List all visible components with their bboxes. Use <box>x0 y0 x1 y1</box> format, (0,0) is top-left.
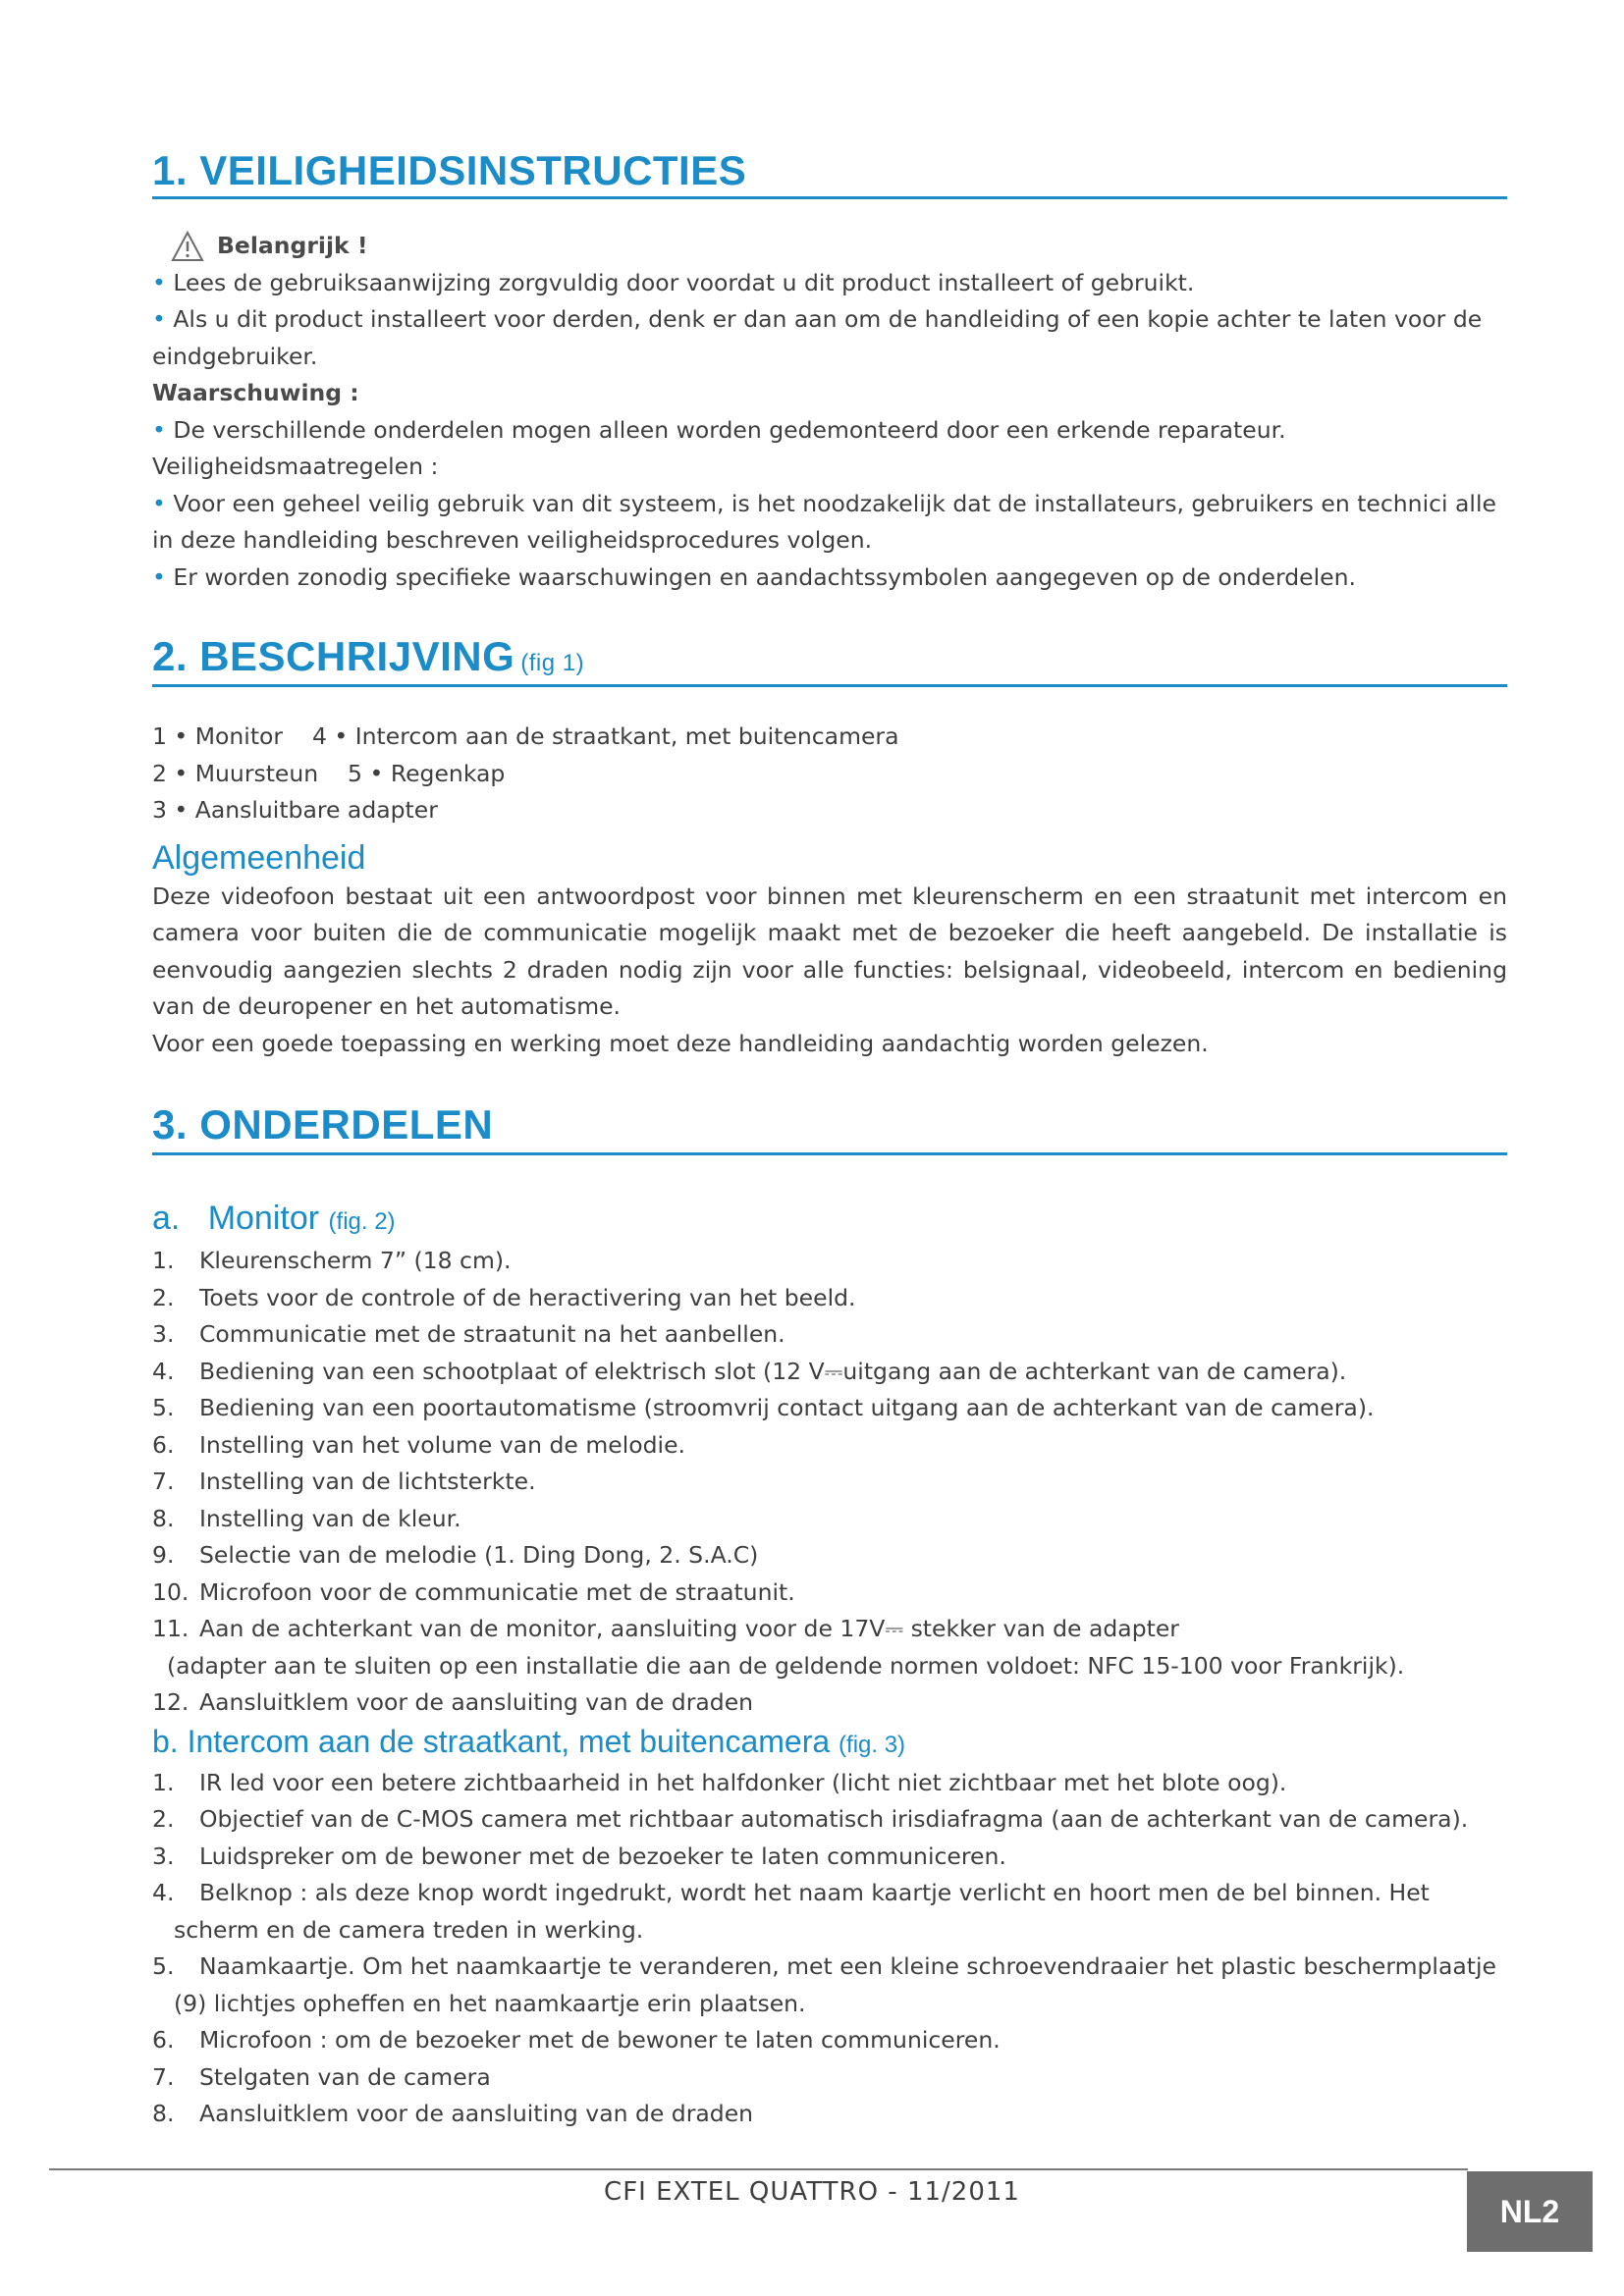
warning-item: • De verschillende onderdelen mogen alleen worden gedemonteerd door een erkende reparateur. <box>152 415 1286 444</box>
section-title-description: 2. BESCHRIJVING (fig 1) <box>152 633 585 679</box>
description-line: 2 • Muursteun 5 • Regenkap <box>152 759 506 787</box>
footer-title: CFI EXTEL QUATTRO - 11/2011 <box>604 2177 1020 2207</box>
section-components <box>152 1101 1507 1148</box>
monitor-item: 6. Instelling van het volume van de melodie. <box>152 1430 685 1459</box>
monitor-item: 12. Aansluitklem voor de aansluiting van de draden <box>152 1688 754 1716</box>
description-line: 1 • Monitor 4 • Intercom aan de straatkant, met buitencamera <box>152 722 899 750</box>
page-number-badge: NL2 <box>1467 2171 1593 2252</box>
monitor-item: 11. Aan de achterkant van de monitor, aansluiting voor de 17V⎓ stekker van de adapter <box>152 1615 1179 1642</box>
warning-label: Waarschuwing : <box>152 379 359 406</box>
important-item: • Lees de gebruiksaanwijzing zorgvuldig door voordat u dit product installeert of gebruikt. <box>152 268 1195 296</box>
intercom-item-continuation: (9) lichtjes opheffen en het naamkaartje erin plaatsen. <box>174 1989 806 2017</box>
general-heading: Algemeenheid <box>152 838 366 877</box>
general-paragraph: Deze videofoon bestaat uit een antwoordpost voor binnen met kleurenscherm en een straatunit met intercom en camera voor buiten die de communicatie mogelijk maakt met de bezoeker die heeft aangebeld. De installatie is eenvoudig aangezien slechts 2 draden nodig zijn voor alle functies: belsignaal, videobeeld, intercom en bediening van de deuropener en het automatisme. <box>152 881 1507 1020</box>
monitor-heading: a. Monitor (fig. 2) <box>152 1200 396 1237</box>
monitor-item: 10. Microfoon voor de communicatie met de straatunit. <box>152 1577 795 1606</box>
section-rule <box>152 196 1507 199</box>
monitor-item: 5. Bediening van een poortautomatisme (stroomvrij contact uitgang aan de achterkant van de camera). <box>152 1394 1375 1421</box>
intercom-list <box>152 1765 1507 1912</box>
monitor-item: 3. Communicatie met de straatunit na het aanbellen. <box>152 1320 785 1348</box>
section-safety-body <box>152 228 1507 596</box>
intercom-item: 1. IR led voor een betere zichtbaarheid in het halfdonker (licht niet zichtbaar met het blote oog). <box>152 1768 1287 1796</box>
monitor-item: 7. Instelling van de lichtsterkte. <box>152 1468 536 1495</box>
description-line: 3 • Aansluitbare adapter <box>152 796 438 824</box>
monitor-item: 4. Bediening van een schootplaat of elektrisch slot (12 V⎓uitgang aan de achterkant van de camera). <box>152 1357 1347 1385</box>
intercom-heading: b. Intercom aan de straatkant, met buitencamera (fig. 3) <box>152 1723 906 1759</box>
figure-reference: (fig 1) <box>520 650 585 676</box>
safety-item: • Voor een geheel veilig gebruik van dit systeem, is het noodzakelijk dat de installateurs, gebruikers en technici alle in deze handleiding beschreven veiligheidsprocedures volgen. <box>152 489 1496 554</box>
section-description-body <box>152 719 1507 1062</box>
intercom-item: 5. Naamkaartje. Om het naamkaartje te veranderen, met een kleine schroevendraaier het plastic beschermplaatje <box>152 1952 1496 1980</box>
figure-reference: (fig. 3) <box>839 1731 906 1758</box>
section-rule <box>152 1152 1507 1155</box>
intercom-item: 8. Aansluitklem voor de aansluiting van de draden <box>152 2100 754 2127</box>
section-title-components: 3. ONDERDELEN <box>152 1101 494 1148</box>
monitor-item-continuation: (adapter aan te sluiten op een installatie die aan de geldende normen voldoet: NFC 15-100 voor Frankrijk). <box>167 1651 1405 1680</box>
section-rule <box>152 684 1507 687</box>
safety-label: Veiligheidsmaatregelen : <box>152 453 439 480</box>
section-title-safety: 1. VEILIGHEIDSINSTRUCTIES <box>152 147 747 193</box>
section-safety <box>152 147 1507 194</box>
important-item: • Als u dit product installeert voor derden, denk er dan aan om de handleiding of een kopie achter te laten voor de eindgebruiker. <box>152 305 1483 370</box>
intercom-item-continuation: scherm en de camera treden in werking. <box>174 1915 644 1944</box>
intercom-item: 3. Luidspreker om de bewoner met de bezoeker te laten communiceren. <box>152 1842 1006 1870</box>
important-heading <box>152 228 1507 265</box>
monitor-item: 2. Toets voor de controle of de heractivering van het beeld. <box>152 1283 856 1311</box>
intercom-item: 7. Stelgaten van de camera <box>152 2062 491 2091</box>
warning-triangle-icon <box>170 230 205 263</box>
figure-reference: (fig. 2) <box>328 1208 396 1235</box>
intercom-item: 4. Belknop : als deze knop wordt ingedrukt, wordt het naam kaartje verlicht en hoort men de bel binnen. Het <box>152 1879 1430 1906</box>
monitor-item: 1. Kleurenscherm 7” (18 cm). <box>152 1247 512 1274</box>
section-description <box>152 633 1507 687</box>
monitor-item: 9. Selectie van de melodie (1. Ding Dong, 2. S.A.C) <box>152 1541 759 1569</box>
general-paragraph-2: Voor een goede toepassing en werking moet deze handleiding aandachtig worden gelezen. <box>152 1029 1209 1057</box>
monitor-block <box>152 1198 1507 2133</box>
intercom-item: 6. Microfoon : om de bezoeker met de bewoner te laten communiceren. <box>152 2026 1001 2054</box>
footer-rule <box>49 2168 1468 2170</box>
important-label: Belangrijk ! <box>217 232 368 259</box>
monitor-item: 8. Instelling van de kleur. <box>152 1504 461 1532</box>
intercom-item: 2. Objectief van de C-MOS camera met richtbaar automatisch irisdiafragma (aan de achterkant van de camera). <box>152 1805 1469 1833</box>
monitor-list <box>152 1243 1507 1648</box>
intercom-list <box>152 2022 1507 2133</box>
safety-item: • Er worden zonodig specifieke waarschuwingen en aandachtssymbolen aangegeven op de onderdelen. <box>152 562 1356 591</box>
